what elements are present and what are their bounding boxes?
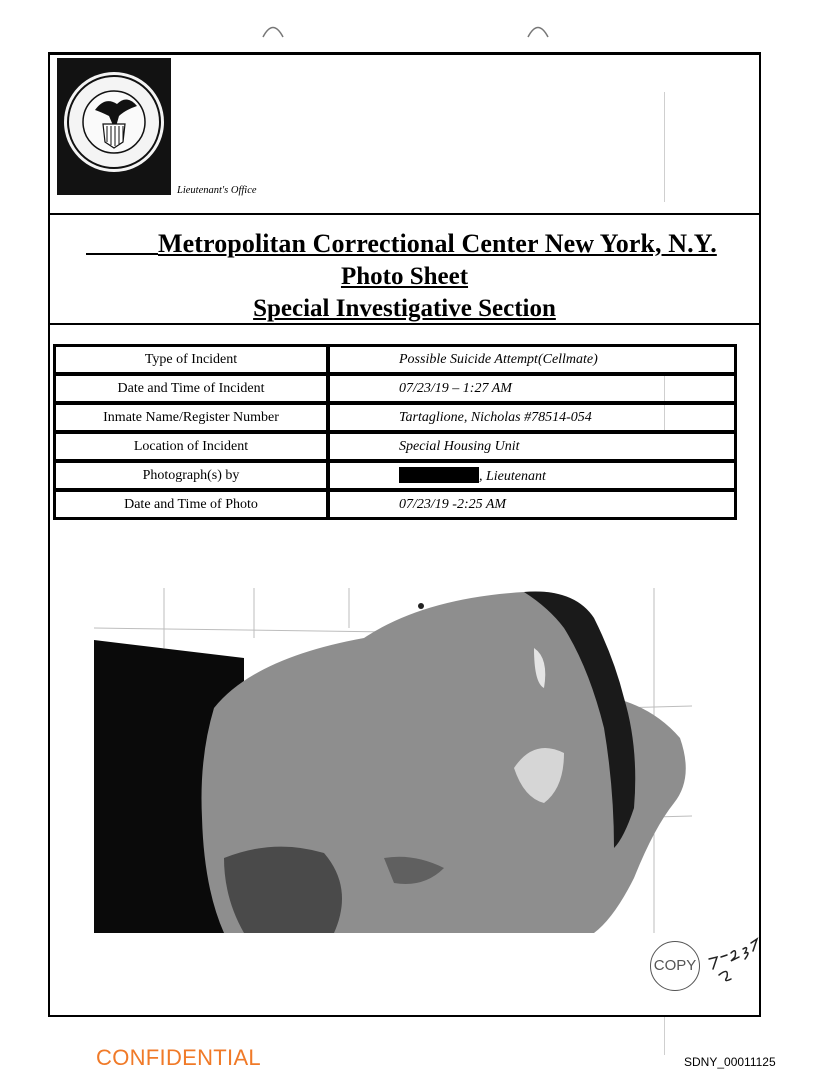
copy-stamp: COPY: [650, 941, 700, 991]
row-value: 07/23/19 – 1:27 AM: [328, 374, 736, 403]
row-value: [328, 461, 736, 490]
incident-photograph: [94, 588, 692, 933]
section-title: Special Investigative Section: [253, 295, 556, 322]
row-label: Date and Time of Photo: [54, 490, 328, 519]
facility-title: [86, 229, 738, 259]
confidential-label: CONFIDENTIAL: [96, 1045, 261, 1070]
photographer-title: , Lieutenant: [479, 468, 546, 484]
photo-sheet-title: Photo Sheet: [340, 263, 469, 290]
row-label: Photograph(s) by: [54, 461, 328, 490]
row-label: Type of Incident: [54, 345, 328, 374]
redaction-box: [399, 467, 479, 483]
row-value: Tartaglione, Nicholas #78514-054: [328, 403, 736, 432]
incident-details-table: [53, 344, 737, 520]
binder-hole-left: [262, 20, 284, 38]
binder-hole-right: [527, 20, 549, 38]
table-row: [54, 374, 736, 403]
row-value: Possible Suicide Attempt(Cellmate): [328, 345, 736, 374]
table-row: [54, 490, 736, 519]
bureau-of-prisons-seal-icon: [57, 58, 171, 195]
document-id: SDNY_00011125: [684, 1055, 776, 1069]
document-frame: [48, 52, 761, 1017]
title-block: [50, 215, 759, 325]
office-label: Lieutenant's Office: [177, 185, 257, 196]
handwritten-note: [705, 917, 765, 987]
title-leading-rule: [86, 253, 158, 255]
row-label: Date and Time of Incident: [54, 374, 328, 403]
table-row: [54, 432, 736, 461]
table-row: [54, 403, 736, 432]
row-label: Inmate Name/Register Number: [54, 403, 328, 432]
table-row: [54, 345, 736, 374]
facility-title-text: Metropolitan Correctional Center New York, N.Y.: [158, 229, 717, 258]
row-label: Location of Incident: [54, 432, 328, 461]
row-value: 07/23/19 -2:25 AM: [328, 490, 736, 519]
scan-artifact-line: [664, 1015, 665, 1055]
letterhead: [50, 55, 759, 215]
row-value: Special Housing Unit: [328, 432, 736, 461]
table-row: [54, 461, 736, 490]
